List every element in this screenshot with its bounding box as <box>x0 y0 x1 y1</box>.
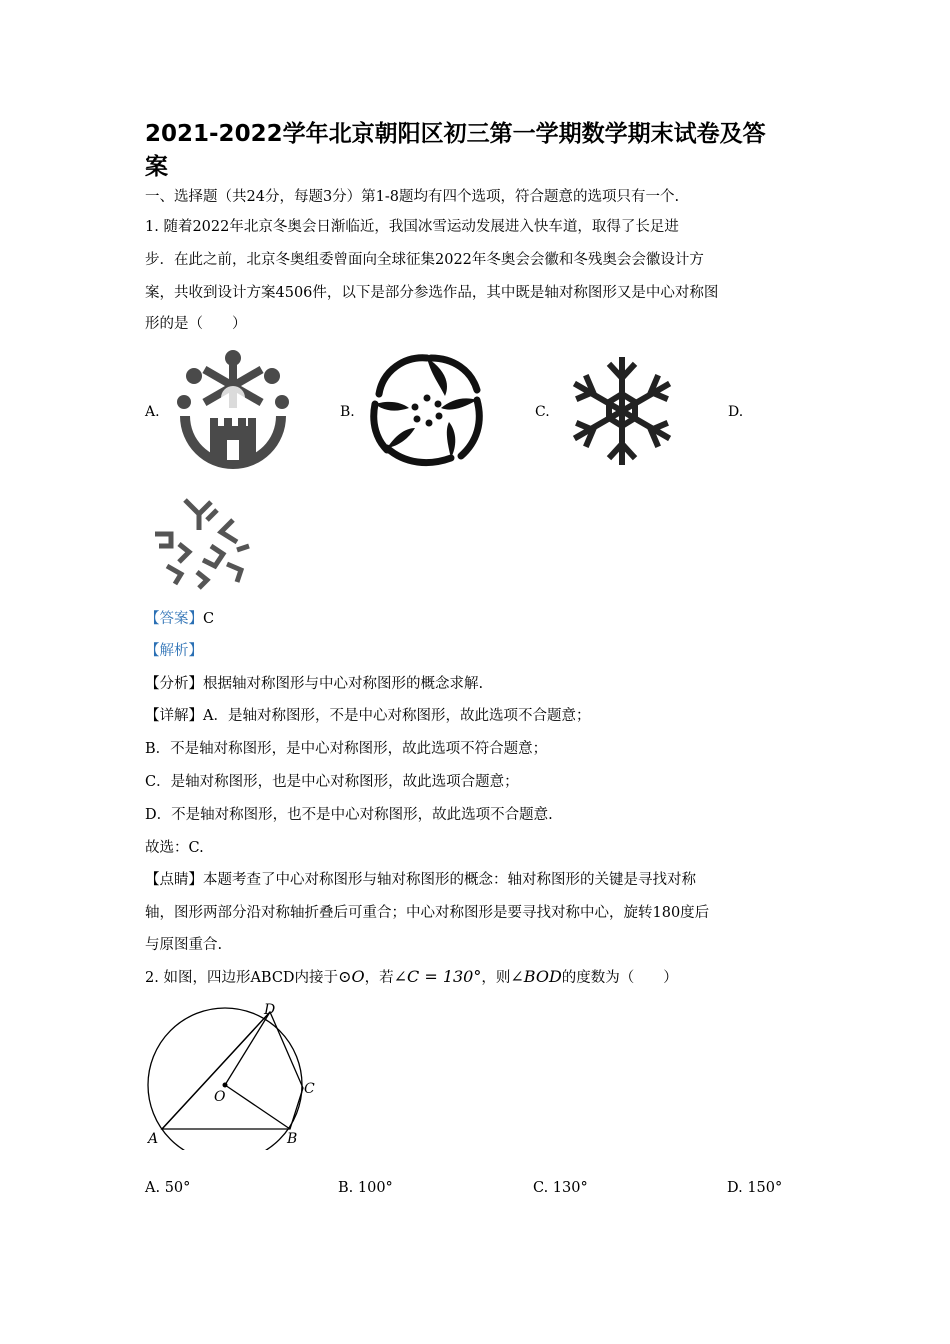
angle-bod-expression: ∠BOD <box>510 967 562 986</box>
q2-figure-circle-quadrilateral <box>140 1000 330 1150</box>
q1-xiangjie: 【详解】A．是轴对称图形，不是中心对称图形，故此选项不合题意； <box>145 708 591 724</box>
emblem-d-image <box>145 490 257 590</box>
q1-line-b: B．不是轴对称图形，是中心对称图形，故此选项不符合题意； <box>145 741 548 757</box>
q1-text-line3: 案，共收到设计方案4506件，以下是部分参选作品，其中既是轴对称图形又是中心对称图 <box>145 285 719 301</box>
circle-o-symbol: ⊙O <box>338 967 365 986</box>
label-b: B <box>287 1131 298 1147</box>
q1-line-c: C．是轴对称图形，也是中心对称图形，故此选项合题意； <box>145 774 519 790</box>
q2-option-c: C. 130° <box>533 1180 588 1196</box>
q1-analysis-tag: 【解析】 <box>145 643 203 659</box>
emblem-a-image <box>172 348 294 473</box>
q1-option-b-label: B. <box>340 404 355 420</box>
q2-text: 2. 如图，四边形ABCD内接于⊙O，若∠C = 130°，则∠BOD的度数为（ ） <box>145 967 678 986</box>
q1-dianjing-line2: 轴，图形两部分沿对称轴折叠后可重合；中心对称图形是要寻找对称中心，旋转180度后 <box>145 905 710 921</box>
q1-choose: 故选：C. <box>145 840 204 856</box>
emblem-c-image <box>565 352 680 470</box>
q1-option-a-label: A. <box>145 404 160 420</box>
q1-dianjing-line3: 与原图重合. <box>145 937 223 953</box>
q1-line-d: D．不是轴对称图形，也不是中心对称图形，故此选项不合题意. <box>145 807 553 823</box>
q1-text-line1: 1. 随着2022年北京冬奥会日渐临近，我国冰雪运动发展进入快车道，取得了长足进 <box>145 219 679 235</box>
q1-option-c-label: C. <box>535 404 550 420</box>
label-a: A <box>148 1131 159 1147</box>
section-heading: 一、选择题（共24分，每题3分）第1-8题均有四个选项，符合题意的选项只有一个. <box>145 189 680 205</box>
q1-fenxi: 【分析】根据轴对称图形与中心对称图形的概念求解. <box>145 676 484 692</box>
q1-option-d-label: D. <box>728 404 744 420</box>
label-o: O <box>214 1089 226 1105</box>
label-c: C <box>304 1081 315 1097</box>
q2-option-d: D. 150° <box>727 1180 783 1196</box>
q2-option-b: B. 100° <box>338 1180 393 1196</box>
q1-text-line2: 步．在此之前，北京冬奥组委曾面向全球征集2022年冬奥会会徽和冬残奥会会徽设计方 <box>145 252 704 268</box>
q2-option-a: A. 50° <box>145 1180 191 1196</box>
label-d: D <box>264 1002 276 1018</box>
page-title: 2021-2022学年北京朝阳区初三第一学期数学期末试卷及答 案 <box>145 121 766 180</box>
q1-text-line4: 形的是（ ） <box>145 316 247 332</box>
q1-answer: 【答案】C <box>145 611 215 627</box>
q1-dianjing-line1: 【点睛】本题考查了中心对称图形与轴对称图形的概念：轴对称图形的关键是寻找对称 <box>145 872 696 888</box>
angle-c-expression: ∠C = 130° <box>393 967 482 986</box>
emblem-b-image <box>365 350 490 470</box>
